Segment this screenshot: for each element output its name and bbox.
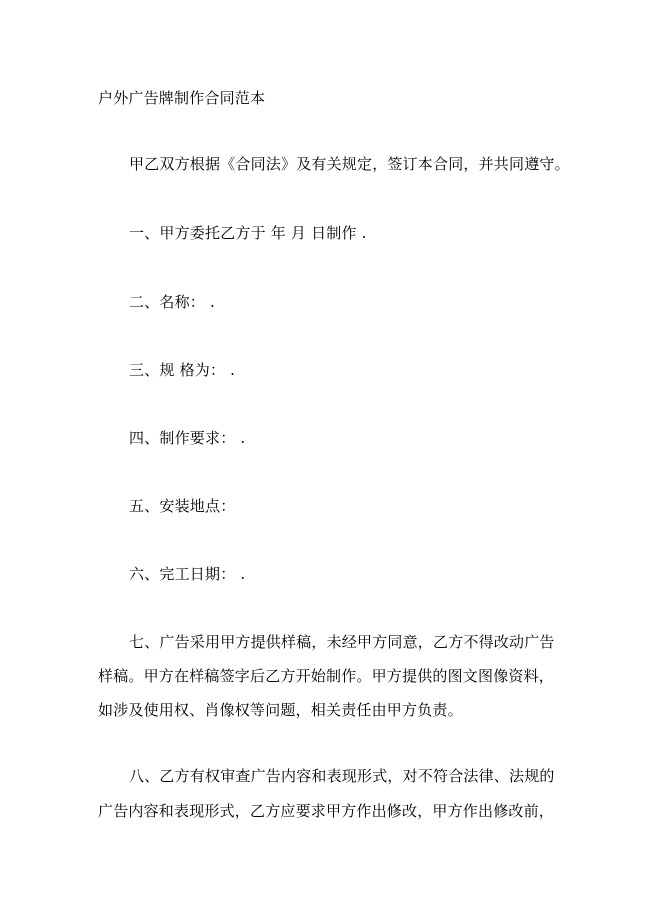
clause-7-line-3: 如涉及使用权、肖像权等问题，相关责任由甲方负责。 — [98, 701, 463, 719]
clause-1: 一、甲方委托乙方于 年 月 日制作 . — [129, 224, 367, 242]
clause-8-line-1: 八、乙方有权审查广告内容和表现形式，对不符合法律、法规的 — [129, 767, 555, 785]
document-title: 户外广告牌制作合同范本 — [98, 89, 266, 107]
clause-4: 四、制作要求： . — [129, 429, 246, 447]
clause-7-line-2: 样稿。甲方在样稿签字后乙方开始制作。甲方提供的图文图像资料， — [98, 667, 555, 685]
clause-5: 五、安装地点： — [129, 497, 236, 515]
clause-2: 二、名称： . — [129, 293, 215, 311]
clause-3: 三、规 格为： . — [129, 361, 236, 379]
intro-paragraph: 甲乙双方根据《合同法》及有关规定，签订本合同，并共同遵守。 — [129, 155, 570, 173]
clause-8-line-2: 广告内容和表现形式，乙方应要求甲方作出修改，甲方作出修改前， — [98, 802, 555, 820]
clause-6: 六、完工日期： . — [129, 565, 246, 583]
clause-7-line-1: 七、广告采用甲方提供样稿，未经甲方同意，乙方不得改动广告 — [129, 633, 555, 651]
